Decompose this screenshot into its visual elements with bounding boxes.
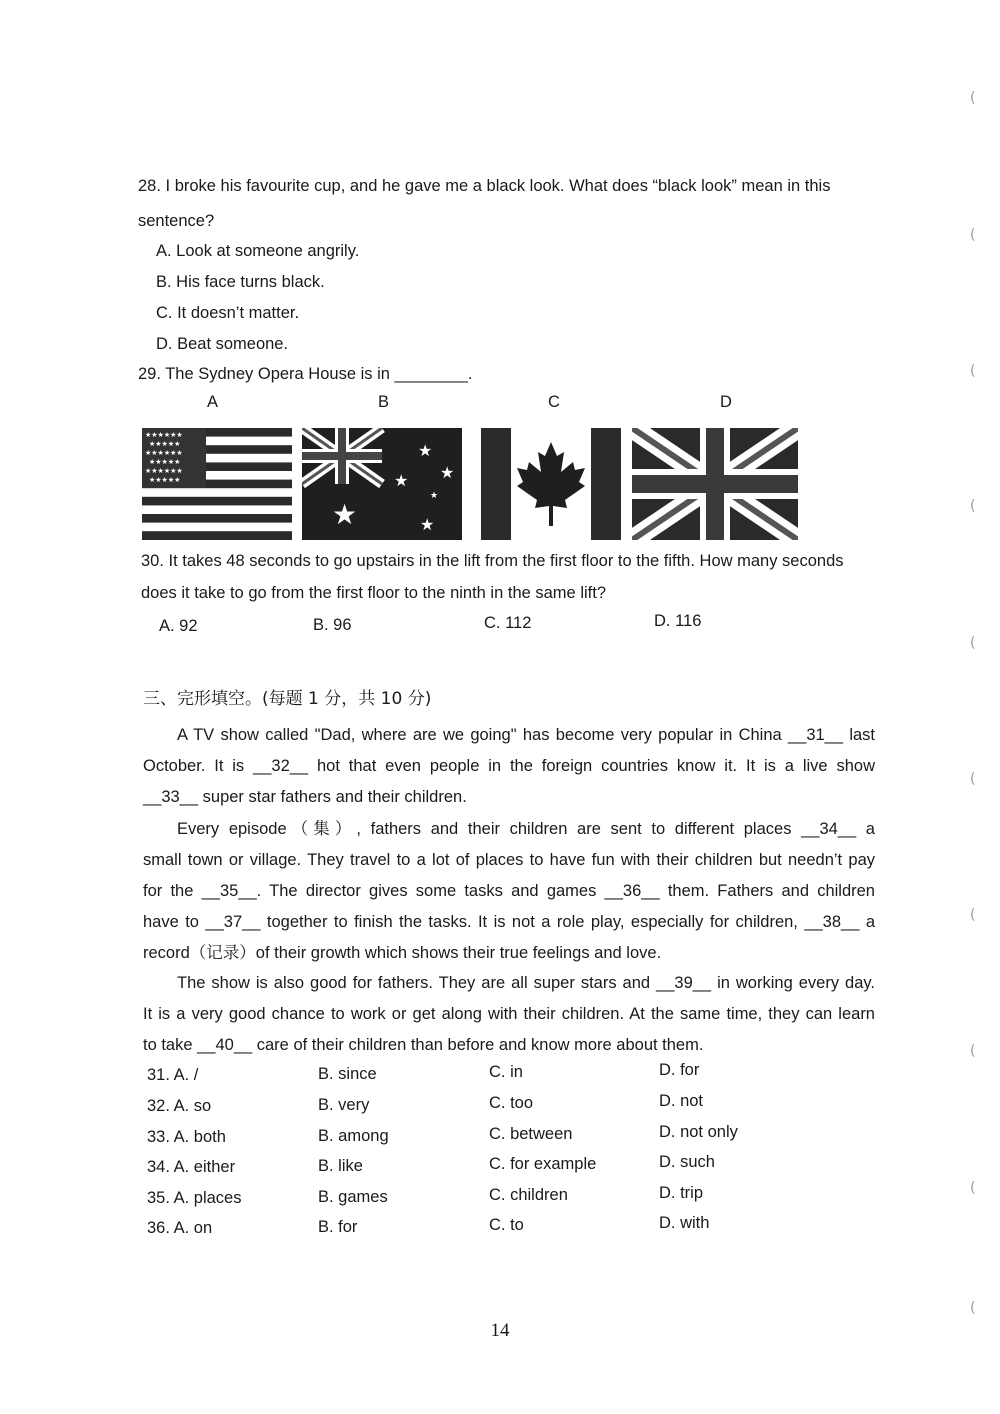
choice-34-d: D. such bbox=[659, 1153, 715, 1171]
binding-mark: ( bbox=[970, 1300, 976, 1316]
flag-label-b: B bbox=[378, 393, 390, 411]
choice-35-c: C. children bbox=[489, 1186, 568, 1204]
passage-line: __33__ super star fathers and their children. bbox=[143, 788, 467, 806]
choice-32-a: 32. A. so bbox=[147, 1097, 212, 1115]
passage-line: October. It is __32__ hot that even people in the foreign countries know it. It is a live show bbox=[143, 757, 875, 775]
q30-stem-line2: does it take to go from the first floor to the ninth in the same lift? bbox=[141, 584, 606, 602]
svg-text:★: ★ bbox=[418, 441, 433, 460]
svg-text:★★★★★★: ★★★★★★ bbox=[145, 431, 183, 439]
choice-36-d: D. with bbox=[659, 1214, 710, 1232]
passage-line: small town or village. They travel to a lot of places to have fun with their children but needn’t pay bbox=[143, 851, 875, 869]
passage-line: A TV show called "Dad, where are we going" has become very popular in China __31__ last bbox=[177, 726, 875, 744]
choice-34-b: B. like bbox=[318, 1157, 363, 1175]
svg-text:★★★★★: ★★★★★ bbox=[149, 476, 181, 484]
binding-mark: ( bbox=[970, 1180, 976, 1196]
choice-34-c: C. for example bbox=[489, 1155, 597, 1173]
choice-31-d: D. for bbox=[659, 1061, 700, 1079]
q28-option-b: B. His face turns black. bbox=[156, 273, 325, 291]
passage-line: It is a very good chance to work or get along with their children. At the same time, they can learn bbox=[143, 1005, 875, 1023]
passage-paragraph-2 bbox=[143, 814, 875, 969]
q29-stem: 29. The Sydney Opera House is in ________. bbox=[138, 365, 473, 383]
q28-stem-line2: sentence? bbox=[138, 212, 215, 230]
choice-32-d: D. not bbox=[659, 1092, 704, 1110]
passage-line: record（记录）of their growth which shows their true feelings and love. bbox=[143, 944, 662, 962]
passage-paragraph-1 bbox=[143, 720, 875, 813]
uk-flag bbox=[632, 428, 798, 540]
svg-text:★: ★ bbox=[420, 515, 435, 534]
choice-31-c: C. in bbox=[489, 1063, 523, 1081]
binding-mark: ( bbox=[970, 90, 976, 106]
binding-mark: ( bbox=[970, 498, 976, 514]
choice-36-b: B. for bbox=[318, 1218, 358, 1236]
svg-text:★★★★★: ★★★★★ bbox=[149, 440, 181, 448]
flag-label-a: A bbox=[207, 393, 219, 411]
choice-32-b: B. very bbox=[318, 1096, 370, 1114]
choice-35-b: B. games bbox=[318, 1188, 388, 1206]
q28-option-d: D. Beat someone. bbox=[156, 335, 289, 353]
passage-line: for the __35__. The director gives some tasks and games __36__ them. Fathers and children bbox=[143, 882, 875, 900]
binding-mark: ( bbox=[970, 771, 976, 787]
page-number: 14 bbox=[490, 1320, 510, 1341]
canada-flag bbox=[481, 428, 621, 540]
passage-line: Every episode（集）, fathers and their children are sent to different places __34__ a bbox=[177, 820, 875, 838]
q28-option-c: C. It doesn’t matter. bbox=[156, 304, 300, 322]
passage-line: have to __37__ together to finish the tasks. It is not a role play, especially for children, __38__ a bbox=[143, 913, 875, 931]
q30-option-a: A. 92 bbox=[159, 617, 198, 635]
choice-34-a: 34. A. either bbox=[147, 1158, 236, 1176]
choice-33-a: 33. A. both bbox=[147, 1128, 226, 1146]
q30-option-c: C. 112 bbox=[484, 614, 532, 632]
passage-paragraph-3 bbox=[143, 968, 875, 1061]
choice-31-a: 31. A. / bbox=[147, 1066, 199, 1084]
flag-label-c: C bbox=[548, 393, 560, 411]
q30-stem-line1: 30. It takes 48 seconds to go upstairs in the lift from the first floor to the fifth. How many seconds bbox=[141, 552, 844, 570]
section-title: 三、完形填空。(每题 1 分，共 10 分) bbox=[143, 689, 432, 709]
binding-mark: ( bbox=[970, 227, 976, 243]
passage-line: to take __40__ care of their children than before and know more about them. bbox=[143, 1036, 704, 1054]
choice-31-b: B. since bbox=[318, 1065, 377, 1083]
usa-flag bbox=[142, 428, 292, 540]
q28-stem-line1: 28. I broke his favourite cup, and he gave me a black look. What does “black look” mean in this bbox=[138, 177, 831, 195]
svg-text:★★★★★: ★★★★★ bbox=[149, 458, 181, 466]
binding-mark: ( bbox=[970, 363, 976, 379]
q30-option-d: D. 116 bbox=[654, 612, 702, 630]
passage-line: The show is also good for fathers. They are all super stars and __39__ in working every day. bbox=[177, 974, 875, 992]
choice-32-c: C. too bbox=[489, 1094, 534, 1112]
flag-label-d: D bbox=[720, 393, 732, 411]
svg-text:★: ★ bbox=[394, 471, 409, 490]
australia-flag bbox=[302, 428, 462, 540]
svg-text:★★★★★★: ★★★★★★ bbox=[145, 467, 183, 475]
choice-35-a: 35. A. places bbox=[147, 1189, 242, 1207]
svg-text:★: ★ bbox=[332, 498, 358, 531]
choice-35-d: D. trip bbox=[659, 1184, 704, 1202]
choice-36-a: 36. A. on bbox=[147, 1219, 213, 1237]
q28-option-a: A. Look at someone angrily. bbox=[156, 242, 360, 260]
svg-text:★: ★ bbox=[440, 463, 455, 482]
q30-option-b: B. 96 bbox=[313, 616, 352, 634]
choice-33-c: C. between bbox=[489, 1125, 573, 1143]
binding-mark: ( bbox=[970, 907, 976, 923]
binding-mark: ( bbox=[970, 635, 976, 651]
svg-text:★★★★★★: ★★★★★★ bbox=[145, 449, 183, 457]
binding-mark: ( bbox=[970, 1043, 976, 1059]
choice-33-b: B. among bbox=[318, 1127, 389, 1145]
choice-33-d: D. not only bbox=[659, 1123, 738, 1141]
svg-text:★: ★ bbox=[430, 491, 439, 501]
choice-36-c: C. to bbox=[489, 1216, 524, 1234]
